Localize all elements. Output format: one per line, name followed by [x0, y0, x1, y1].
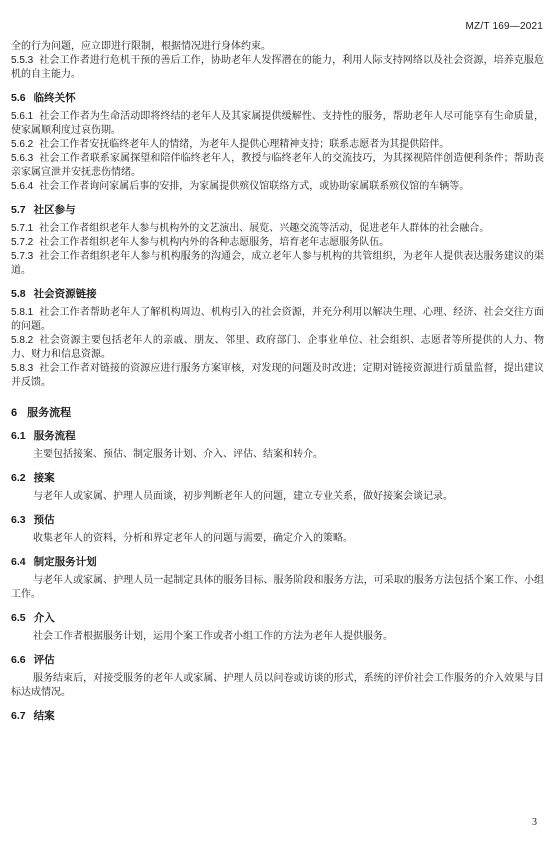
clause-5-8-3 — [11, 362, 544, 390]
section-number: 6.7 — [11, 710, 26, 722]
clause-text: 社会资源主要包括老年人的亲戚、朋友、邻里、政府部门、企事业单位、社会组织、志愿者等所提供的人力、物力、财力和信息资源。 — [11, 335, 544, 360]
section-number: 5.8 — [11, 288, 26, 300]
clause-text: 社会工作者帮助老年人了解机构周边、机构引入的社会资源，并充分利用以解决生理、心理、经济、社会交往方面的问题。 — [11, 307, 544, 332]
continued-paragraph: 全的行为问题，应立即进行限制，根据情况进行身体约束。 — [11, 41, 271, 52]
section-title: 介入 — [33, 612, 55, 624]
clause-number: 5.7.2 — [11, 237, 34, 248]
section-title: 服务流程 — [33, 430, 76, 442]
clause-5-6-3 — [11, 152, 544, 180]
paragraph-6-6: 服务结束后，对接受服务的老年人或家属、护理人员以问卷或访谈的形式，系统的评价社会工作服务的介入效果与目标达成情况。 — [11, 673, 544, 698]
section-number: 5.6 — [11, 92, 26, 104]
section-number: 6.4 — [11, 556, 26, 568]
section-heading-6-3 — [11, 513, 544, 527]
clause-text: 社会工作者组织老年人参与机构内外的各种志愿服务，培育老年志愿服务队伍。 — [39, 237, 390, 248]
clause-text: 社会工作者为生命活动即将终结的老年人及其家属提供缓解性、支持性的服务，帮助老年人尽可能享有生命质量，使家属顺利度过哀伤期。 — [11, 111, 544, 136]
clause-5-7-3 — [11, 250, 544, 278]
section-title: 制定服务计划 — [33, 556, 97, 568]
clause-text: 社会工作者进行危机干预的善后工作，协助老年人发挥潜在的能力，利用人际支持网络以及社会资源，培养克服危机的自主能力。 — [11, 55, 544, 80]
paragraph-6-3: 收集老年人的资料，分析和界定老年人的问题与需要，确定介入的策略。 — [33, 533, 353, 544]
clause-text: 社会工作者组织老年人参与机构服务的沟通会，成立老年人参与机构的共管组织，为老年人提供表达服务建议的渠道。 — [11, 251, 544, 276]
standard-code: MZ/T 169—2021 — [465, 21, 543, 32]
clause-number: 5.6.4 — [11, 181, 34, 192]
clause-number: 5.6.1 — [11, 111, 34, 122]
clause-text: 社会工作者安抚临终老年人的情绪，为老年人提供心理精神支持；联系志愿者为其提供陪伴。 — [39, 139, 450, 150]
clause-number: 5.7.3 — [11, 251, 34, 262]
clause-number: 5.7.1 — [11, 223, 34, 234]
clause-5-7-2 — [11, 236, 544, 250]
section-number: 6.1 — [11, 430, 26, 442]
clause-5-7-1 — [11, 222, 544, 236]
section-number: 6.5 — [11, 612, 26, 624]
clause-number: 5.6.2 — [11, 139, 34, 150]
clause-5-6-4 — [11, 180, 544, 194]
section-title: 结案 — [33, 710, 55, 722]
clause-text: 社会工作者对链接的资源应进行服务方案审核，对发现的问题及时改进；定期对链接资源进行质量监督，提出建议并反馈。 — [11, 363, 544, 388]
section-heading-5-8 — [11, 287, 544, 301]
clause-number: 5.8.2 — [11, 335, 34, 346]
section-title: 临终关怀 — [33, 92, 76, 104]
section-title: 社会资源链接 — [33, 288, 97, 300]
paragraph-6-1: 主要包括接案、预估、制定服务计划、介入、评估、结案和转介。 — [33, 449, 323, 460]
paragraph-6-4: 与老年人或家属、护理人员一起制定具体的服务目标、服务阶段和服务方法，可采取的服务方法包括个案工作、小组工作。 — [11, 575, 544, 600]
section-title: 社区参与 — [33, 204, 76, 216]
clause-text: 社会工作者联系家属探望和陪伴临终老年人，教授与临终老年人的交流技巧，为其探视陪伴创造便利条件；帮助丧亲家属宣泄并安抚悲伤情绪。 — [11, 153, 544, 178]
section-heading-6-7 — [11, 709, 544, 723]
section-heading-5-6 — [11, 91, 544, 105]
document-body — [11, 40, 544, 728]
section-number: 6.2 — [11, 472, 26, 484]
section-heading-6-1 — [11, 429, 544, 443]
clause-5-8-2 — [11, 334, 544, 362]
clause-5-8-1 — [11, 306, 544, 334]
chapter-heading-6 — [11, 406, 544, 420]
chapter-title: 服务流程 — [27, 407, 72, 419]
section-number: 5.7 — [11, 204, 26, 216]
section-title: 评估 — [33, 654, 55, 666]
clause-5-5-3 — [11, 54, 544, 82]
clause-number: 5.8.3 — [11, 363, 34, 374]
clause-number: 5.6.3 — [11, 153, 34, 164]
paragraph-6-5: 社会工作者根据服务计划，运用个案工作或者小组工作的方法为老年人提供服务。 — [33, 631, 393, 642]
section-heading-6-4 — [11, 555, 544, 569]
clause-text: 社会工作者询问家属后事的安排，为家属提供殡仪馆联络方式，或协助家属联系殡仪馆的车辆等。 — [39, 181, 470, 192]
section-title: 预估 — [33, 514, 55, 526]
clause-text: 社会工作者组织老年人参与机构外的文艺演出、展览、兴趣交流等活动，促进老年人群体的社会融合。 — [39, 223, 490, 234]
clause-number: 5.8.1 — [11, 307, 34, 318]
clause-5-6-1 — [11, 110, 544, 138]
paragraph-6-2: 与老年人或家属、护理人员面谈，初步判断老年人的问题，建立专业关系，做好接案会谈记录。 — [33, 491, 453, 502]
section-heading-5-7 — [11, 203, 544, 217]
section-number: 6.6 — [11, 654, 26, 666]
section-number: 6.3 — [11, 514, 26, 526]
chapter-number: 6 — [11, 407, 18, 419]
section-heading-6-2 — [11, 471, 544, 485]
section-heading-6-5 — [11, 611, 544, 625]
clause-5-6-2 — [11, 138, 544, 152]
clause-number: 5.5.3 — [11, 55, 34, 66]
section-heading-6-6 — [11, 653, 544, 667]
page-number: 3 — [532, 817, 537, 828]
section-title: 接案 — [33, 472, 55, 484]
